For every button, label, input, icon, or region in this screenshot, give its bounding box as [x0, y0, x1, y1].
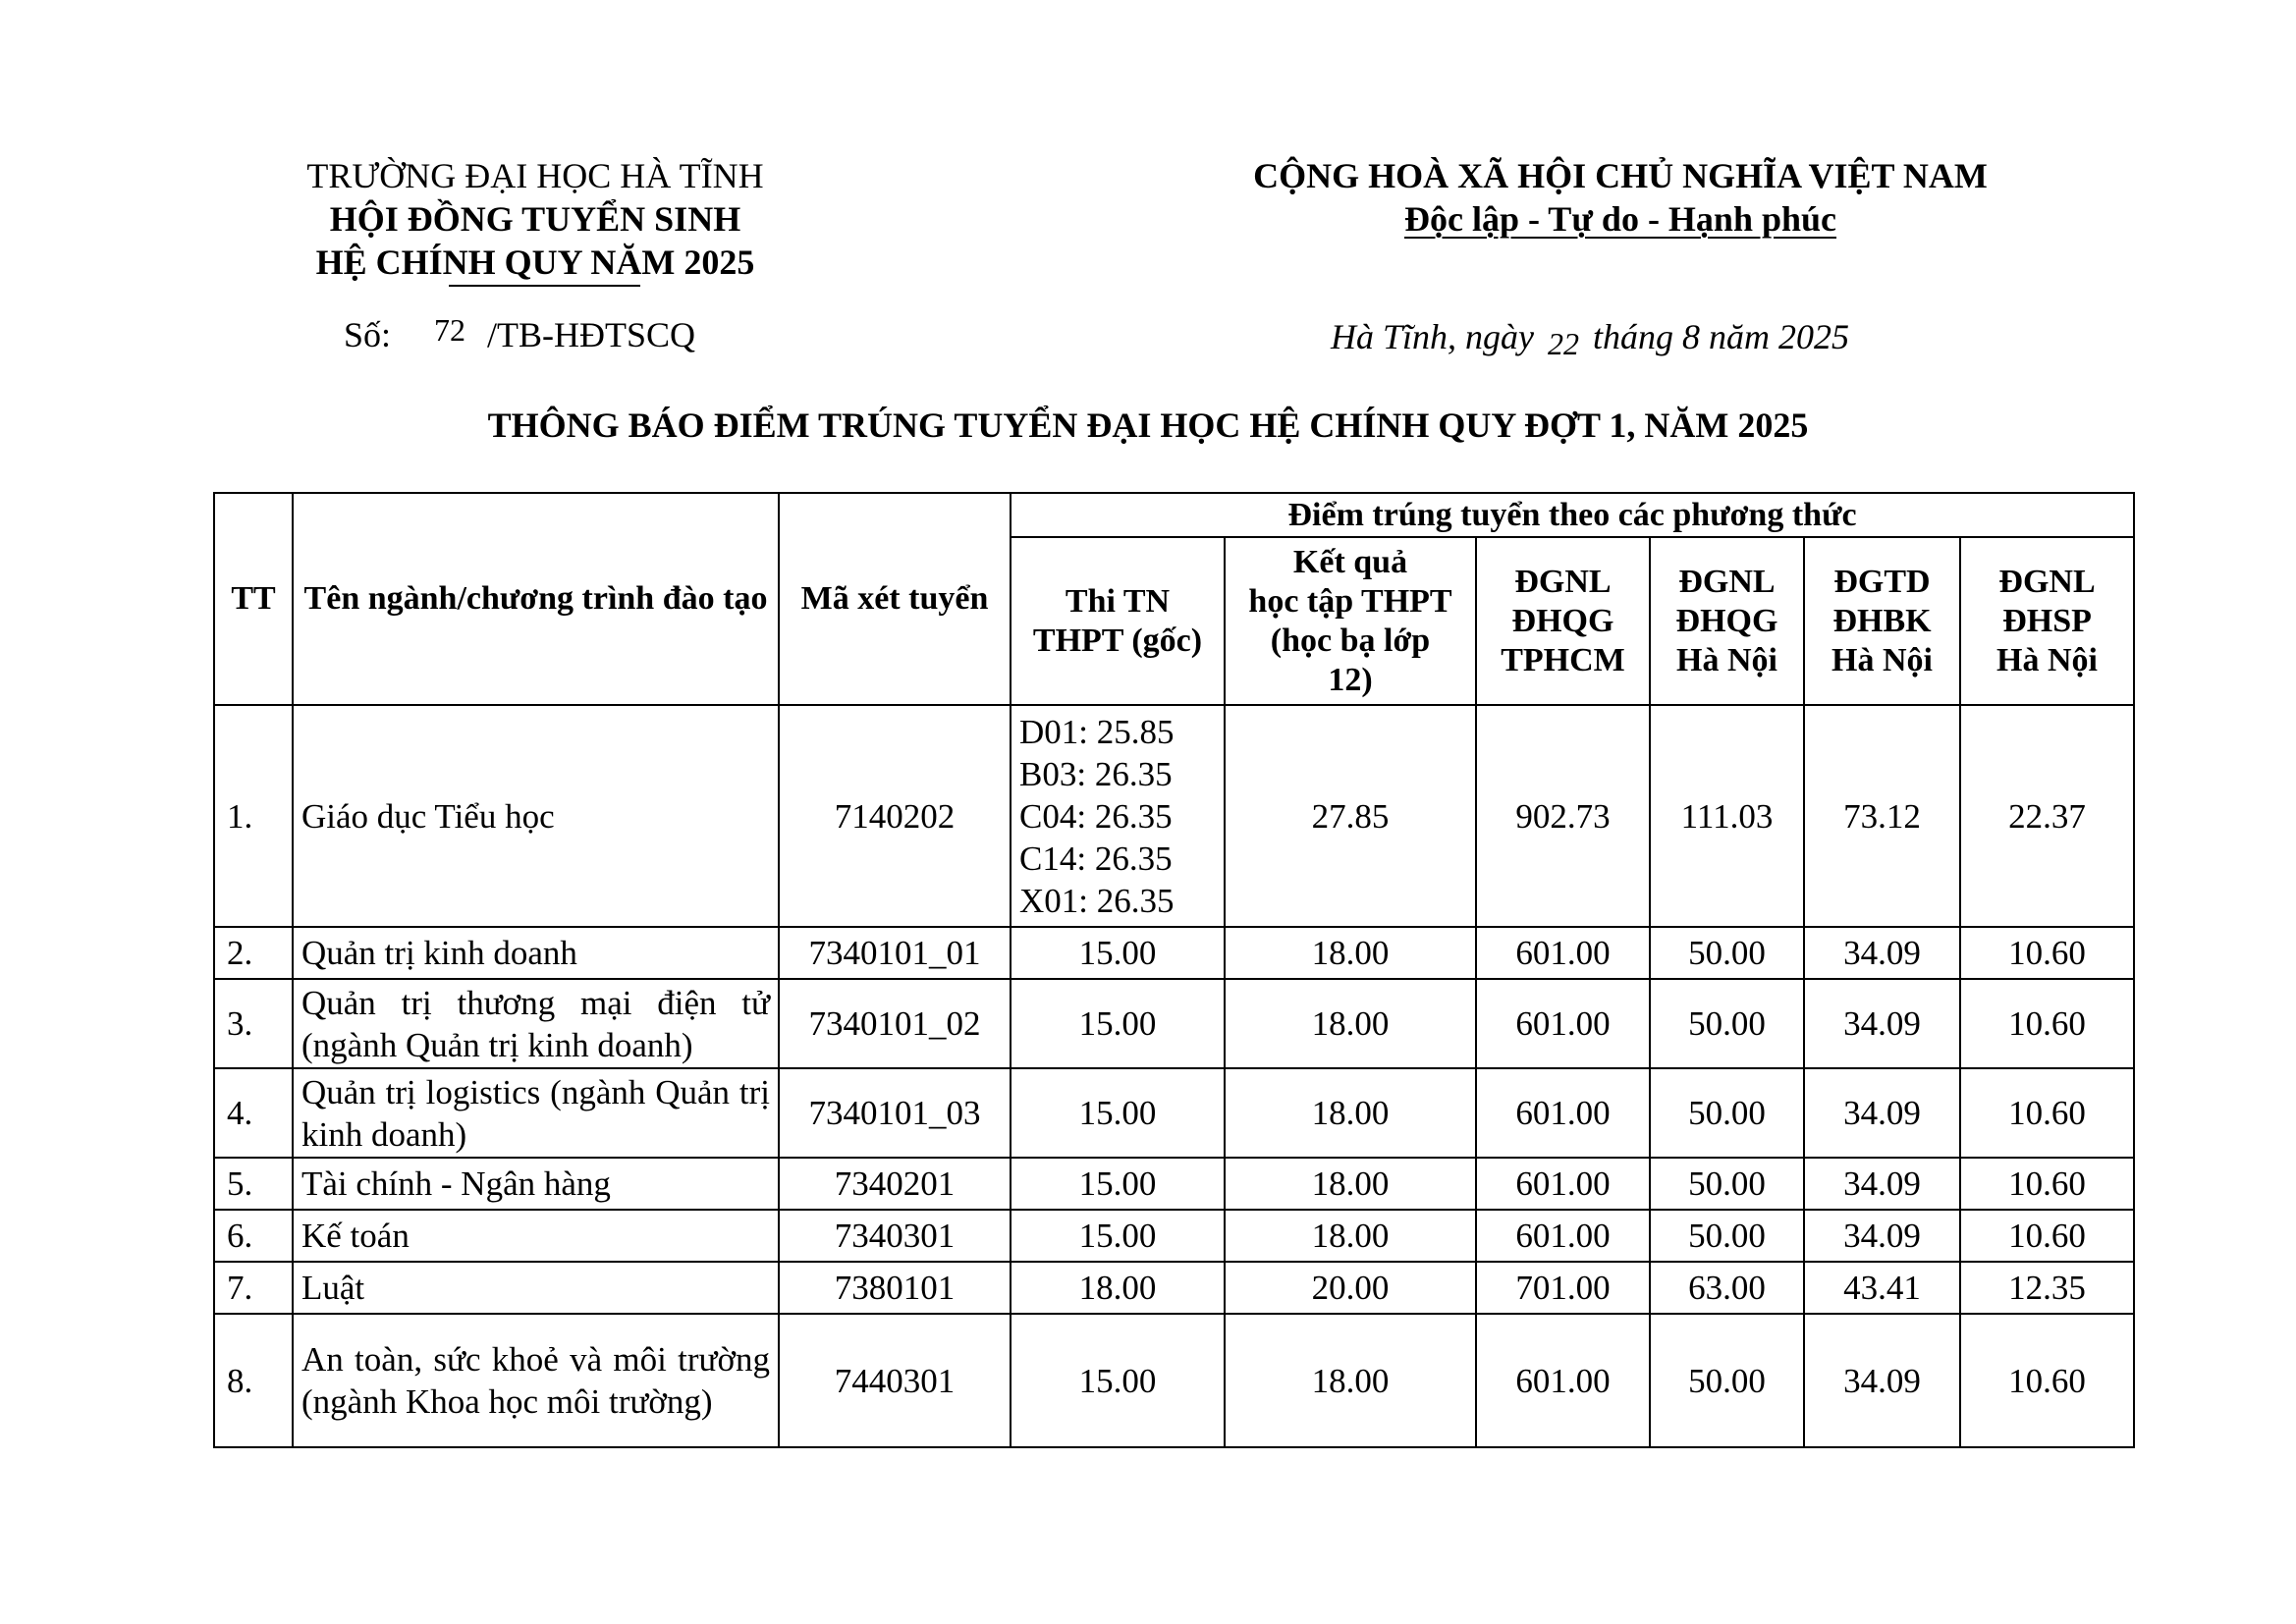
document-number: [344, 314, 695, 355]
col-header-method-6: ĐGNL ĐHSP Hà Nội: [1960, 537, 2134, 705]
admission-code: 7380101: [779, 1262, 1011, 1314]
col-header-tt: TT: [214, 493, 293, 705]
score-method-6: 10.60: [1960, 1158, 2134, 1210]
score-method-5: 34.09: [1804, 1210, 1960, 1262]
admission-scores-table: [213, 492, 2135, 1448]
col-header-code: Mã xét tuyển: [779, 493, 1011, 705]
score-method-3: 601.00: [1476, 1314, 1650, 1447]
col-header-method-4: ĐGNL ĐHQG Hà Nội: [1650, 537, 1804, 705]
score-method-4: 111.03: [1650, 705, 1804, 927]
col-header-method-1: Thi TN THPT (gốc): [1011, 537, 1225, 705]
university-name: TRƯỜNG ĐẠI HỌC HÀ TĨNH: [306, 156, 764, 195]
row-index: 6.: [214, 1210, 293, 1262]
score-method-3: 601.00: [1476, 979, 1650, 1068]
score-method-4: 50.00: [1650, 1210, 1804, 1262]
score-method-5: 34.09: [1804, 1314, 1960, 1447]
score-method-3: 902.73: [1476, 705, 1650, 927]
score-method-2: 18.00: [1225, 927, 1476, 979]
score-method-6: 10.60: [1960, 1314, 2134, 1447]
doc-number-prefix: Số:: [344, 315, 392, 354]
score-method-6: 22.37: [1960, 705, 2134, 927]
date-suffix: tháng 8 năm 2025: [1593, 317, 1849, 356]
program-name: Kế toán: [293, 1210, 779, 1262]
row-index: 4.: [214, 1068, 293, 1158]
score-method-2: 18.00: [1225, 979, 1476, 1068]
score-method-6: 10.60: [1960, 927, 2134, 979]
date-day: 22: [1548, 326, 1579, 361]
table-row: [214, 1158, 2134, 1210]
col-header-method-2: Kết quả học tập THPT (học bạ lớp 12): [1225, 537, 1476, 705]
score-method-4: 50.00: [1650, 927, 1804, 979]
row-index: 5.: [214, 1158, 293, 1210]
program-name: Quản trị logistics (ngành Quản trị kinh doanh): [293, 1068, 779, 1158]
table-body: [214, 705, 2134, 1447]
admission-code: 7340101_02: [779, 979, 1011, 1068]
document-date: [1331, 316, 1849, 361]
national-header: [1159, 154, 2082, 241]
admission-code: 7340101_03: [779, 1068, 1011, 1158]
row-index: 2.: [214, 927, 293, 979]
score-method-6: 10.60: [1960, 1068, 2134, 1158]
score-method-4: 63.00: [1650, 1262, 1804, 1314]
score-method-4: 50.00: [1650, 1068, 1804, 1158]
doc-number-value: 72: [434, 312, 466, 348]
score-method-2: 18.00: [1225, 1210, 1476, 1262]
table-row: [214, 705, 2134, 927]
score-method-5: 34.09: [1804, 927, 1960, 979]
row-index: 3.: [214, 979, 293, 1068]
admission-code: 7440301: [779, 1314, 1011, 1447]
score-method-3: 601.00: [1476, 1210, 1650, 1262]
program-name: Tài chính - Ngân hàng: [293, 1158, 779, 1210]
score-method-3: 701.00: [1476, 1262, 1650, 1314]
score-method-2: 18.00: [1225, 1314, 1476, 1447]
score-method-5: 43.41: [1804, 1262, 1960, 1314]
row-index: 8.: [214, 1314, 293, 1447]
program-name: Quản trị thương mại điện tử (ngành Quản trị kinh doanh): [293, 979, 779, 1068]
score-method-4: 50.00: [1650, 1158, 1804, 1210]
score-method-1: 15.00: [1011, 1210, 1225, 1262]
row-index: 1.: [214, 705, 293, 927]
date-prefix: Hà Tĩnh, ngày: [1331, 317, 1534, 356]
score-method-1: 15.00: [1011, 1158, 1225, 1210]
score-method-5: 34.09: [1804, 1068, 1960, 1158]
admission-code: 7140202: [779, 705, 1011, 927]
score-method-3: 601.00: [1476, 1158, 1650, 1210]
table-row: [214, 1210, 2134, 1262]
table-row: [214, 979, 2134, 1068]
notice-title: THÔNG BÁO ĐIỂM TRÚNG TUYỂN ĐẠI HỌC HỆ CHÍNH QUY ĐỢT 1, NĂM 2025: [487, 406, 1809, 445]
score-method-1: 18.00: [1011, 1262, 1225, 1314]
score-method-1: 15.00: [1011, 1068, 1225, 1158]
country-name: CỘNG HOÀ XÃ HỘI CHỦ NGHĨA VIỆT NAM: [1253, 156, 1988, 195]
score-method-3: 601.00: [1476, 927, 1650, 979]
score-method-6: 12.35: [1960, 1262, 2134, 1314]
score-method-5: 34.09: [1804, 979, 1960, 1068]
score-method-6: 10.60: [1960, 1210, 2134, 1262]
score-method-1: 15.00: [1011, 979, 1225, 1068]
doc-number-suffix: /TB-HĐTSCQ: [487, 315, 696, 354]
table-row: [214, 1262, 2134, 1314]
program-name: An toàn, sức khoẻ và môi trường (ngành Khoa học môi trường): [293, 1314, 779, 1447]
col-header-methods-group: Điểm trúng tuyển theo các phương thức: [1011, 493, 2134, 537]
row-index: 7.: [214, 1262, 293, 1314]
col-header-program: Tên ngành/chương trình đào tạo: [293, 493, 779, 705]
score-method-1: 15.00: [1011, 927, 1225, 979]
program-name: Giáo dục Tiểu học: [293, 705, 779, 927]
score-method-2: 20.00: [1225, 1262, 1476, 1314]
score-method-1: 15.00: [1011, 1314, 1225, 1447]
table-row: [214, 1068, 2134, 1158]
score-method-2: 27.85: [1225, 705, 1476, 927]
header-divider: [449, 285, 640, 287]
program-year: HỆ CHÍNH QUY NĂM 2025: [315, 243, 755, 282]
score-method-6: 10.60: [1960, 979, 2134, 1068]
score-method-1: D01: 25.85 B03: 26.35 C04: 26.35 C14: 26.35 X01: 26.35: [1011, 705, 1225, 927]
issuer-header: [241, 154, 830, 284]
council-name: HỘI ĐỒNG TUYỂN SINH: [329, 199, 741, 239]
table-header: [214, 493, 2134, 705]
score-method-2: 18.00: [1225, 1158, 1476, 1210]
score-method-5: 34.09: [1804, 1158, 1960, 1210]
score-method-2: 18.00: [1225, 1068, 1476, 1158]
table-row: [214, 927, 2134, 979]
program-name: Luật: [293, 1262, 779, 1314]
score-method-5: 73.12: [1804, 705, 1960, 927]
admission-code: 7340201: [779, 1158, 1011, 1210]
score-method-4: 50.00: [1650, 979, 1804, 1068]
admission-code: 7340101_01: [779, 927, 1011, 979]
score-method-3: 601.00: [1476, 1068, 1650, 1158]
program-name: Quản trị kinh doanh: [293, 927, 779, 979]
table-row: [214, 1314, 2134, 1447]
admission-code: 7340301: [779, 1210, 1011, 1262]
national-motto: Độc lập - Tự do - Hạnh phúc: [1403, 199, 1837, 239]
score-method-4: 50.00: [1650, 1314, 1804, 1447]
col-header-method-3: ĐGNL ĐHQG TPHCM: [1476, 537, 1650, 705]
col-header-method-5: ĐGTD ĐHBK Hà Nội: [1804, 537, 1960, 705]
